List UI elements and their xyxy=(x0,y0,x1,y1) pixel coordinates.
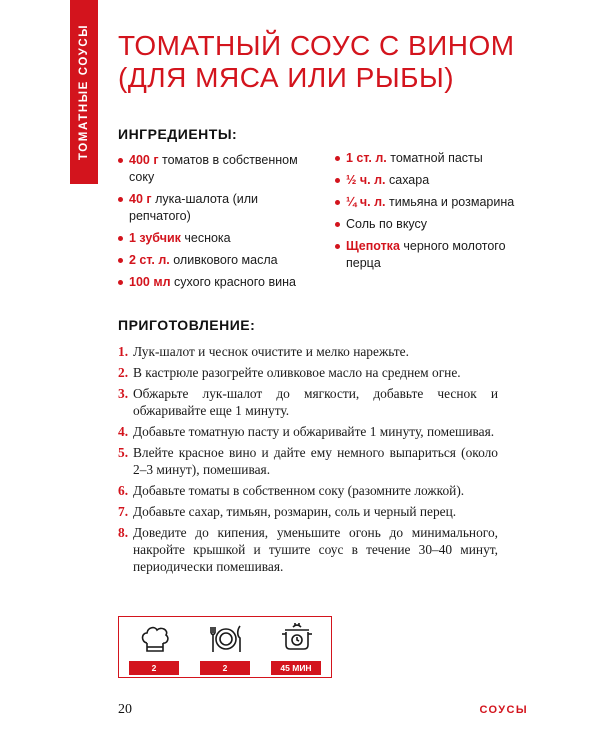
step-number: 2. xyxy=(118,365,129,380)
ingredient-text: тимьяна и розмарина xyxy=(385,195,515,209)
step-item xyxy=(118,482,498,499)
ingredient-qty: ½ ч. л. xyxy=(346,173,386,187)
ingredient-qty: 1 зубчик xyxy=(129,231,181,245)
ingredient-text: сахара xyxy=(385,173,430,187)
ingredient-text: Соль по вкусу xyxy=(346,217,428,231)
ingredient-text: оливкового масла xyxy=(169,253,278,267)
step-item xyxy=(118,343,498,360)
servings-count-badge: 2 xyxy=(200,661,250,675)
step-item xyxy=(118,423,498,440)
ingredient-item xyxy=(118,274,323,291)
servings-cell xyxy=(190,617,261,677)
ingredient-qty: ¼ ч. л. xyxy=(346,195,386,209)
step-number: 5. xyxy=(118,445,129,460)
step-text: Добавьте сахар, тимьян, розмарин, соль и черный перец. xyxy=(133,504,457,519)
ingredient-item xyxy=(335,172,530,189)
cooks-cell xyxy=(119,617,190,677)
preparation-steps xyxy=(118,343,498,579)
ingredient-text: чеснока xyxy=(180,231,231,245)
step-item xyxy=(118,444,498,478)
step-number: 3. xyxy=(118,386,129,401)
step-item xyxy=(118,524,498,575)
cooking-time-badge: 45 МИН xyxy=(271,661,321,675)
ingredient-item xyxy=(335,216,530,233)
ingredient-item xyxy=(118,252,323,269)
ingredient-text: лука-шалота (или репчатого) xyxy=(129,192,258,223)
preparation-heading: ПРИГОТОВЛЕНИЕ: xyxy=(118,317,256,333)
ingredient-text: черного молотого перца xyxy=(346,239,506,270)
section-side-tab xyxy=(70,0,98,184)
ingredient-qty: 2 ст. л. xyxy=(129,253,170,267)
page-number: 20 xyxy=(118,702,132,717)
recipe-info-box xyxy=(118,616,332,678)
cooks-count-badge: 2 xyxy=(129,661,179,675)
ingredients-heading: ИНГРЕДИЕНТЫ: xyxy=(118,126,238,142)
step-number: 8. xyxy=(118,525,129,540)
step-item xyxy=(118,364,498,381)
pot-timer-icon xyxy=(279,621,315,657)
recipe-title-line-2: (ДЛЯ МЯСА ИЛИ РЫБЫ) xyxy=(118,62,455,93)
ingredient-qty: 100 мл xyxy=(129,275,171,289)
step-text: Доведите до кипения, уменьшите огонь до минимального, накройте крышкой и тушите соус в течение 30–40 минут, периодически помешивая. xyxy=(133,525,498,574)
step-text: Добавьте томаты в собственном соку (разомните ложкой). xyxy=(133,483,465,498)
step-text: В кастрюле разогрейте оливковое масло на среднем огне. xyxy=(133,365,461,380)
section-side-tab-label: ТОМАТНЫЕ СОУСЫ xyxy=(78,23,90,161)
ingredients-list-left xyxy=(118,152,323,296)
ingredient-qty: 1 ст. л. xyxy=(346,151,387,165)
ingredient-item xyxy=(335,150,530,167)
step-number: 7. xyxy=(118,504,129,519)
step-text: Лук-шалот и чеснок очистите и мелко нарежьте. xyxy=(133,344,409,359)
ingredient-qty: 400 г xyxy=(129,153,159,167)
footer-section-label: СОУСЫ xyxy=(479,704,528,716)
step-item xyxy=(118,385,498,419)
ingredient-item xyxy=(335,194,530,211)
ingredients-list-right xyxy=(335,150,530,277)
ingredient-item xyxy=(335,238,530,272)
recipe-title-line-1: ТОМАТНЫЙ СОУС С ВИНОМ xyxy=(118,30,515,61)
step-number: 1. xyxy=(118,344,129,359)
step-item xyxy=(118,503,498,520)
ingredient-item xyxy=(118,191,323,225)
ingredient-item xyxy=(118,152,323,186)
ingredient-text: сухого красного вина xyxy=(170,275,296,289)
time-cell xyxy=(261,617,332,677)
chef-hat-icon xyxy=(137,621,173,657)
ingredient-text: томатной пасты xyxy=(386,151,483,165)
ingredient-item xyxy=(118,230,323,247)
step-number: 4. xyxy=(118,424,129,439)
step-number: 6. xyxy=(118,483,129,498)
ingredient-text: томатов в собственном соку xyxy=(129,153,298,184)
recipe-title xyxy=(118,30,578,94)
ingredient-qty: Щепотка xyxy=(346,239,400,253)
step-text: Влейте красное вино и дайте ему немного выпариться (около 2–3 минут), помешивая. xyxy=(133,445,498,477)
ingredient-qty: 40 г xyxy=(129,192,152,206)
step-text: Обжарьте лук-шалот до мягкости, добавьте чеснок и обжаривайте еще 1 минуту. xyxy=(133,386,498,418)
step-text: Добавьте томатную пасту и обжаривайте 1 минуту, помешивая. xyxy=(133,424,495,439)
plate-cutlery-icon xyxy=(208,621,244,657)
